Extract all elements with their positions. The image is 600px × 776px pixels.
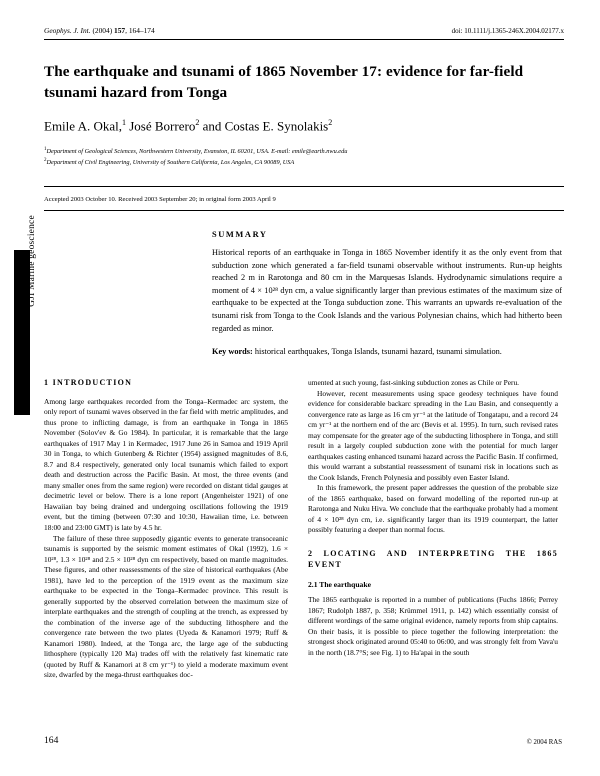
intro-paragraph-1: Among large earthquakes recorded from the Tonga–Kermadec arc system, the only report of tsunami waves observed in the far field with metric amplitudes, and thus prone to inflicting damage, is from an earthquake in Tonga in 1865 November (Solov'ev & Go 1984). In particular, it is remarkable that the large earthquakes of 1917 May 1 in Kermadec, 1917 June 26 in Samoa and 1919 April 30 in Tonga, to which Gutenberg & Richter (1954) assigned magnitudes of 8.6, 8.7 and 8.4 respectively, generated only local tsunamis which failed to export death and destruction across the Pacific Basin. At most, the three events (and many smaller ones from the same region) were recorded on distant tidal gauges at decimetric level or below. There is a lone report (Angenheister 1921) of one Hawaiian bay being drained and undergoing oscillations following the 1919 event, but the timing (between 07:30 and 10:30, Hawaiian time, i.e. between 18:00 and 23:00 GMT) is late by 4.5 hr. (44, 396, 288, 532)
doi: doi: 10.1111/j.1365-246X.2004.02177.x (451, 27, 564, 35)
author-3-affil-marker: 2 (328, 118, 333, 127)
keywords-text: historical earthquakes, Tonga Islands, tsunami hazard, tsunami simulation. (254, 347, 502, 357)
author-2: José Borrero (126, 118, 196, 134)
running-head (44, 26, 564, 35)
accepted-rule-bottom (44, 210, 564, 211)
accepted-line: Accepted 2003 October 10. Received 2003 September 20; in original form 2003 April 9 (44, 196, 276, 203)
section-2-heading: 2 LOCATING AND INTERPRETING THE 1865 EVENT (308, 548, 558, 569)
affiliation-2 (44, 157, 560, 168)
affiliation-1-text: Department of Geological Sciences, Northwestern University, Evanston, IL 60201, USA. E-mail: emile@earth.nwu.edu (46, 148, 348, 156)
copyright-notice: © 2004 RAS (526, 739, 562, 746)
summary-block (212, 230, 562, 359)
section-spacer (308, 536, 558, 549)
page-title: The earthquake and tsunami of 1865 November 17: evidence for far-field tsunami hazard from Tonga (44, 63, 524, 101)
author-3: and Costas E. Synolakis (199, 118, 329, 134)
journal-section-label: GJI Marine geoscience (27, 215, 37, 307)
affiliations (44, 146, 560, 168)
page-number: 164 (44, 735, 59, 746)
affiliation-1 (44, 146, 560, 157)
keywords (212, 346, 562, 358)
intro-heading: 1 INTRODUCTION (44, 378, 133, 387)
right-column (308, 378, 558, 658)
section-2-1-paragraph-1: The 1865 earthquake is reported in a number of publications (Fuchs 1866; Perrey 1867; Rudolph 1887, p. 358; Krümmel 1911, p. 142) which essentially consist of different wordings of the same original evidence, namely reports from ship captains. On their basis, it is possible to piece together the following interpretation: the strongest shock originated around 05:40 to 06:00, and was strongly felt from Vava'u in the north (18.7°S; see Fig. 1) to Ha'apai in the south (308, 595, 558, 657)
right-paragraph-2: However, recent measurements using space geodesy techniques have found evidence for considerable backarc spreading in the Lau Basin, and consequently a convergence rate as large as 16 cm yr⁻¹ at the latitude of Tongatapu, and a record 24 cm yr⁻¹ at the northern end of the arc (Bevis et al. 1995). In turn, such revised rates may compensate for the greater age of the subducting lithosphere in Tonga, and still result in a largely coupled subduction zone with the potential for much larger earthquakes casting enhanced tsunami hazard across the Pacific Basin. If confirmed, this would warrant a substantial reassessment of tsunami risk in locations such as the Cook Islands, French Polynesia and possibly even Easter Island. (308, 388, 558, 482)
right-paragraph-3: In this framework, the present paper addresses the question of the probable size of the 1865 earthquake, based on forward modelling of the reported run-up at Rarotonga and Nuku Hiva. We conclude that the earthquake probably had a moment of 4 × 10²⁸ dyn cm, i.e. significantly larger than its 1919 counterpart, the latter possibly featuring a deeper than normal focus. (308, 483, 558, 535)
journal-name: Geophys. J. Int. (44, 26, 91, 35)
header-rule (44, 39, 564, 40)
affiliation-1-marker: 1 (44, 147, 47, 152)
affiliation-2-marker: 2 (44, 157, 47, 163)
accepted-rule-top (44, 186, 564, 187)
intro-paragraph-2: The failure of these three supposedly gigantic events to generate transoceanic tsunamis is supported by the seismic moment estimates of Okal (1992), 1.6 × 10²⁸, 1.3 × 10²⁸ and 2.5 × 10²⁸ dyn cm respectively, based on mantle magnitudes. These figures, and other reassessments of the size of historical earthquakes (Abe 1981), have led to the perception of the 1919 event as the maximum size earthquake to be expected in the Tonga–Kermadec province. This result is generally supported by the observed correlation between the maximum size of interplate earthquakes and the strength of coupling at the trench, as expressed by the combination of the inverse age of the subducting lithosphere and the convergence rate between the two plates (Uyeda & Kanamori 1979; Ruff & Kanamori 1980). Indeed, at the Tonga arc, the large age of the subducting lithosphere (typically 120 Ma) trades off with the relatively fast kinematic rate (quoted by Ruff & Kanamori at 8 cm yr⁻¹) to yield a moderate maximum event size, dwarfed by the mega-thrust earthquakes doc- (44, 533, 288, 680)
keywords-label: Key words: (212, 347, 253, 357)
journal-year: (2004) (92, 26, 113, 35)
journal-volume: 157 (114, 26, 126, 35)
running-head-left (44, 26, 155, 35)
journal-pages: , 164–174 (125, 26, 155, 35)
author-1-affil-marker: 1 (122, 118, 126, 127)
summary-text: Historical reports of an earthquake in Tonga in 1865 November identify it as the only event from that subduction zone which generated a far-field tsunami observable without instruments. Run-up heights reached 2 m in Rarotonga and 80 cm in the Marquesas Islands. Hydrodynamic simulations require a moment of 4 × 10²⁸ dyn cm, a value significantly larger than previous estimates of the maximum size of earthquake to be expected at the Tonga subduction zone. This warrants an upwards re-evaluation of the tsunami risk from Tonga to the Cook Islands and the various Polynesian chains, which had hitherto been regarded as minor. (212, 248, 562, 333)
left-column (44, 378, 288, 681)
author-2-affil-marker: 2 (195, 118, 200, 127)
author-1: Emile A. Okal, (44, 118, 122, 134)
summary-heading: SUMMARY (212, 230, 268, 239)
author-list (44, 118, 560, 135)
affiliation-2-text: Department of Civil Engineering, University of Southern California, Los Angeles, CA 90089, USA (46, 158, 295, 166)
section-2-1-heading: 2.1 The earthquake (308, 580, 371, 590)
right-paragraph-1: umented at such young, fast-sinking subduction zones as Chile or Peru. (308, 378, 520, 387)
